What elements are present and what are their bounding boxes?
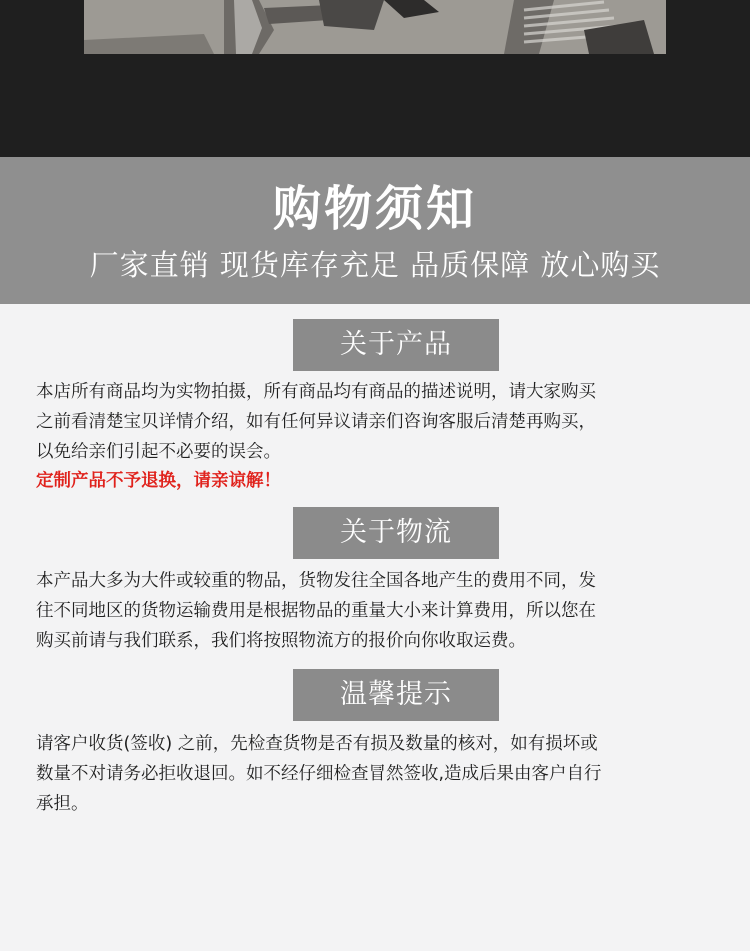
section-heading-logistics: 关于物流 — [293, 507, 499, 559]
text-line: 数量不对请务必拒收退回。如不经仔细检查冒然签收,造成后果由客户自行 — [36, 764, 602, 784]
section-text-logistics — [36, 566, 726, 656]
text-line: 本产品大多为大件或较重的物品，货物发往全国各地产生的费用不同，发 — [36, 571, 596, 591]
top-dark-band — [0, 0, 750, 157]
custom-product-warning: 定制产品不予退换，请亲谅解！ — [36, 471, 281, 491]
banner-subtitle: 厂家直销 现货库存充足 品质保障 放心购买 — [89, 248, 661, 282]
section-heading-tips: 温馨提示 — [293, 669, 499, 721]
section-text-tips — [36, 729, 726, 819]
section-text-product — [36, 377, 726, 467]
text-line: 以免给亲们引起不必要的误会。 — [36, 442, 281, 462]
text-line: 之前看清楚宝贝详情介绍，如有任何异议请亲们咨询客服后清楚再购买， — [36, 412, 596, 432]
text-line: 本店所有商品均为实物拍摄，所有商品均有商品的描述说明，请大家购买 — [36, 382, 596, 402]
product-photo-illustration — [84, 0, 666, 54]
banner-title: 购物须知 — [272, 181, 477, 237]
text-line: 请客户收货(签收) 之前，先检查货物是否有损及数量的核对，如有损坏或 — [36, 734, 598, 754]
shopping-notice-banner — [0, 157, 750, 304]
text-line: 购买前请与我们联系，我们将按照物流方的报价向你收取运费。 — [36, 631, 526, 651]
product-photo — [84, 0, 666, 54]
text-line: 承担。 — [36, 794, 89, 814]
section-heading-product: 关于产品 — [293, 319, 499, 371]
text-line: 往不同地区的货物运输费用是根据物品的重量大小来计算费用，所以您在 — [36, 601, 596, 621]
